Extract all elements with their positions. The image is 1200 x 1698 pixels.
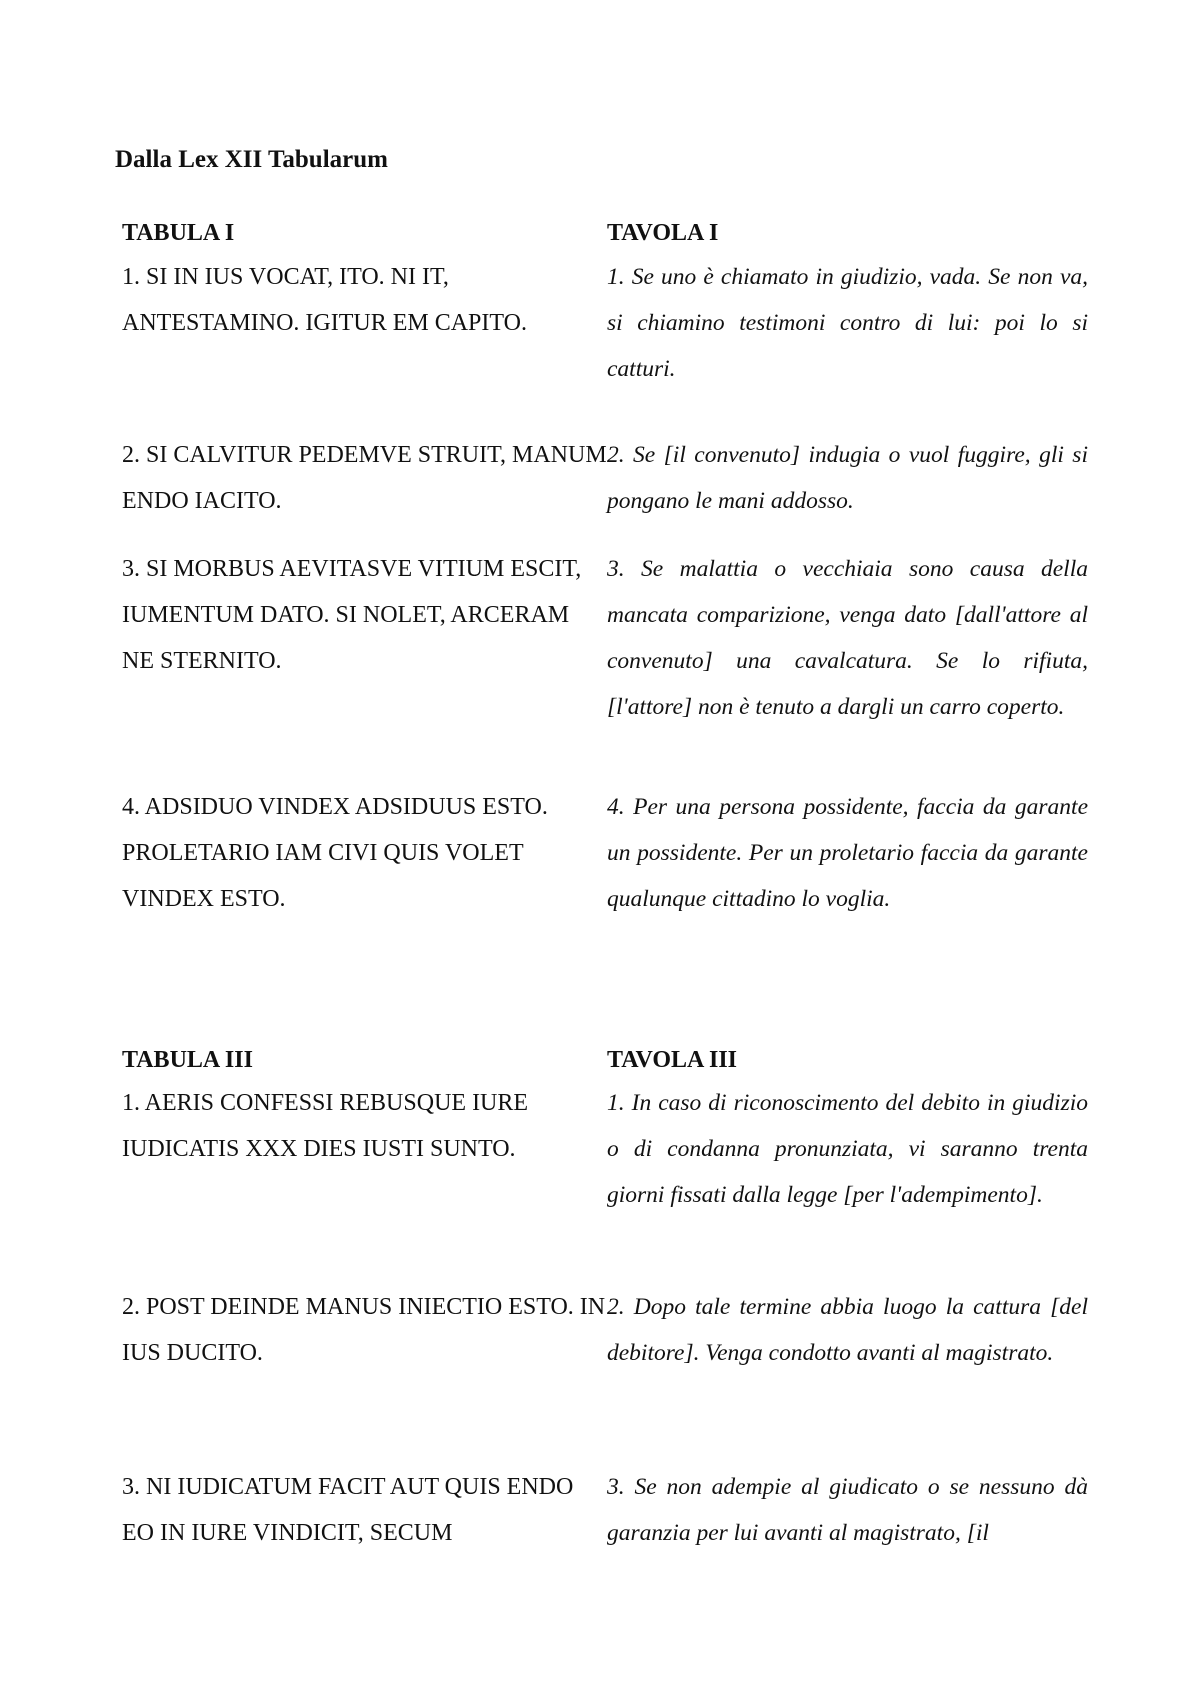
latin-heading: TABULA III: [122, 1047, 253, 1073]
latin-text: 3. SI MORBUS AEVITASVE VITIUM ESCIT, IUMENTUM DATO. SI NOLET, ARCERAM NE STERNITO.: [122, 556, 582, 674]
latin-text: 1. SI IN IUS VOCAT, ITO. NI IT, ANTESTAMINO. IGITUR EM CAPITO.: [122, 264, 527, 336]
law-entry: [122, 254, 1088, 392]
latin-heading: TABULA I: [122, 220, 235, 246]
latin-text: 2. SI CALVITUR PEDEMVE STRUIT, MANUM ENDO IACITO.: [122, 442, 607, 514]
latin-text: 2. POST DEINDE MANUS INIECTIO ESTO. IN IUS DUCITO.: [122, 1294, 606, 1366]
latin-text: 4. ADSIDUO VINDEX ADSIDUUS ESTO. PROLETARIO IAM CIVI QUIS VOLET VINDEX ESTO.: [122, 794, 548, 912]
law-entry: [122, 432, 1088, 524]
italian-translation: 2. Dopo tale termine abbia luogo la cattura [del debitore]. Venga condotto avanti al magistrato.: [607, 1294, 1088, 1366]
law-entry: [122, 1284, 1088, 1376]
italian-translation: 2. Se [il convenuto] indugia o vuol fuggire, gli si pongano le mani addosso.: [607, 442, 1088, 514]
section-heading-row: [122, 217, 1088, 249]
italian-translation: 1. In caso di riconoscimento del debito in giudizio o di condanna pronunziata, vi saranno trenta giorni fissati dalla legge [per l'adempimento].: [607, 1090, 1088, 1208]
italian-heading: TAVOLA III: [607, 1047, 738, 1073]
law-entry: [122, 1464, 1088, 1556]
italian-translation: 4. Per una persona possidente, faccia da garante un possidente. Per un proletario faccia da garante qualunque cittadino lo voglia.: [607, 794, 1088, 912]
law-entry: [122, 1080, 1088, 1218]
italian-heading: TAVOLA I: [607, 220, 719, 246]
latin-text: 1. AERIS CONFESSI REBUSQUE IURE IUDICATIS XXX DIES IUSTI SUNTO.: [122, 1090, 529, 1162]
section-heading-row: [122, 1044, 1088, 1076]
law-entry: [122, 546, 1088, 730]
latin-text: 3. NI IUDICATUM FACIT AUT QUIS ENDO EO IN IURE VINDICIT, SECUM: [122, 1474, 574, 1546]
document-title: Dalla Lex XII Tabularum: [115, 146, 388, 173]
italian-translation: 1. Se uno è chiamato in giudizio, vada. Se non va, si chiamino testimoni contro di lui: poi lo si catturi.: [607, 264, 1088, 382]
italian-translation: 3. Se malattia o vecchiaia sono causa della mancata comparizione, venga dato [dall'attore al convenuto] una cavalcatura. Se lo rifiuta, [l'attore] non è tenuto a dargli un carro coperto.: [607, 556, 1088, 720]
law-entry: [122, 784, 1088, 922]
italian-translation: 3. Se non adempie al giudicato o se nessuno dà garanzia per lui avanti al magistrato, [il: [607, 1474, 1088, 1546]
